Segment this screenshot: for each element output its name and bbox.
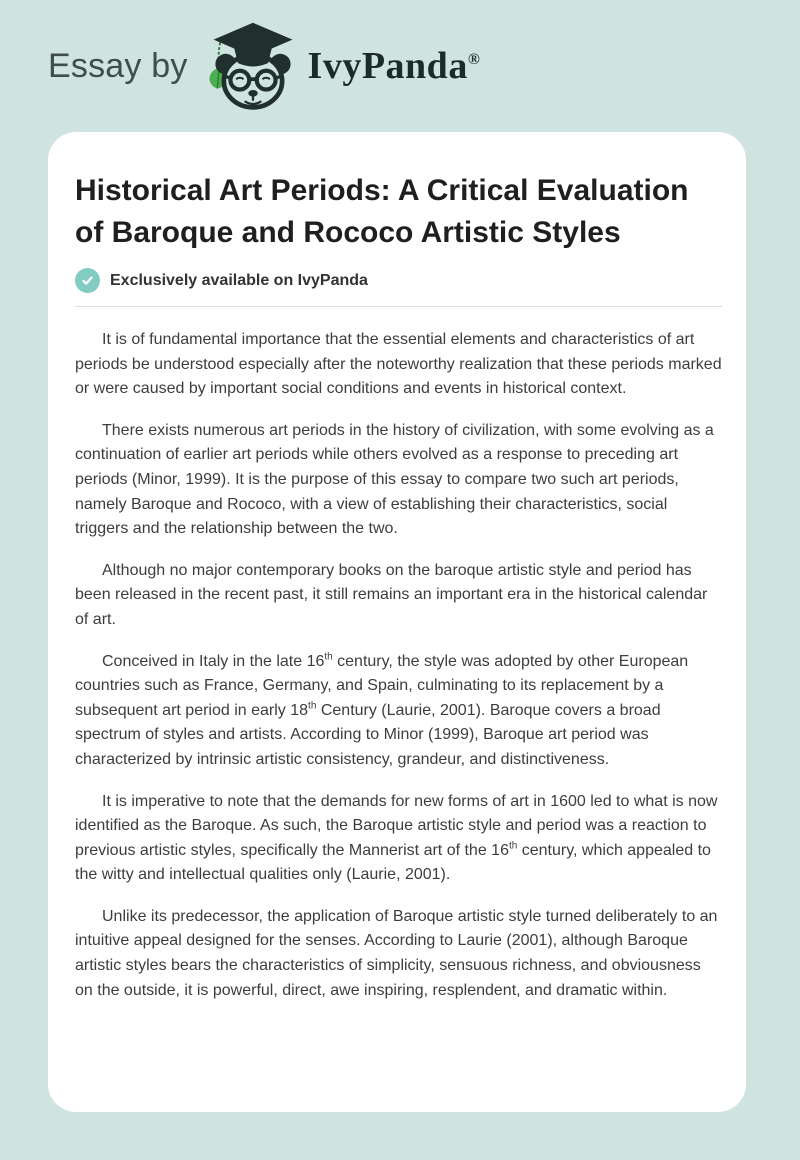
essay-paragraph: It is imperative to note that the demands for new forms of art in 1600 led to what is now identified as the Baroque. As such, the Baroque artistic style and period was a reaction to previous artistic styles, specifically the Mannerist art of the 16th century, which appealed to the witty and intellectual qualities only (Laurie, 2001). xyxy=(75,792,718,884)
brand-name: IvyPanda xyxy=(307,45,468,87)
essay-paragraph: It is of fundamental importance that the essential elements and characteristics of art periods be understood especially after the noteworthy realization that these periods marked or were caused by important social conditions and events in historical context. xyxy=(75,331,722,398)
essay-card xyxy=(48,132,746,1112)
ivypanda-logo xyxy=(206,19,481,113)
registered-mark: ® xyxy=(467,51,481,68)
check-icon xyxy=(75,268,100,293)
essay-paragraph: Although no major contemporary books on the baroque artistic style and period has been released in the recent past, it still remains an important era in the historical calendar of art. xyxy=(75,561,708,628)
essay-paragraphs xyxy=(75,328,722,1003)
brand-wordmark xyxy=(308,44,481,88)
essay-paragraph: Conceived in Italy in the late 16th century, the style was adopted by other European countries such as France, Germany, and Spain, culminating to its replacement by a subsequent art period in early 18th Century (Laurie, 2001). Baroque covers a broad spectrum of styles and artists. According to Minor (1999), Baroque art period was characterized by intrinsic artistic consistency, grandeur, and distinctiveness. xyxy=(75,651,689,768)
essay-by-label: Essay by xyxy=(48,46,188,85)
availability-badge xyxy=(75,268,722,293)
essay-paragraph: There exists numerous art periods in the history of civilization, with some evolving as a continuation of earlier art periods while others evolved as a response to preceding art periods (Minor, 1999). It is the purpose of this essay to compare two such art periods, namely Baroque and Rococo, with a view of establishing their characteristics, social triggers and the relationship between the two. xyxy=(75,421,714,538)
site-header xyxy=(0,0,800,132)
essay-paragraph: Unlike its predecessor, the application of Baroque artistic style turned deliberately to an intuitive appeal designed for the senses. According to Laurie (2001), although Baroque artistic styles bears the characteristics of simplicity, sensuous richness, and obviousness on the outside, it is powerful, direct, awe inspiring, resplendent, and dramatic within. xyxy=(75,907,718,999)
availability-label: Exclusively available on IvyPanda xyxy=(110,271,368,289)
essay-title: Historical Art Periods: A Critical Evaluation of Baroque and Rococo Artistic Styles xyxy=(75,174,689,249)
panda-graduate-icon xyxy=(206,19,300,113)
divider xyxy=(75,306,722,307)
